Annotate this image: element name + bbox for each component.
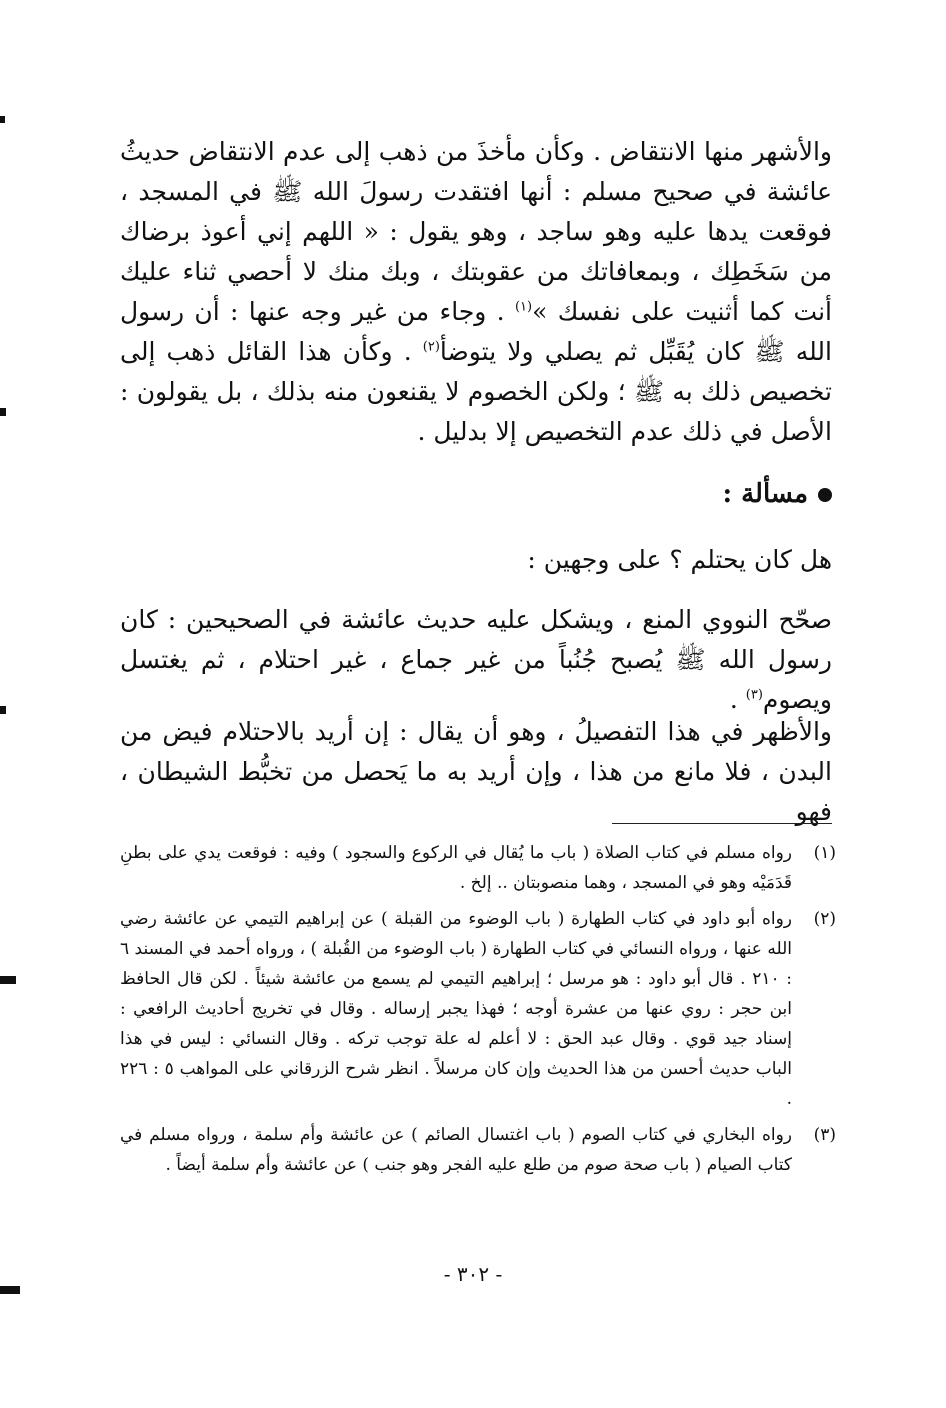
paragraph-intro [120, 132, 832, 452]
footnote-ref: (١) [514, 299, 533, 315]
paragraph-text: صحّح النووي المنع ، ويشكل عليه حديث عائشة في الصحيحين : كان رسول الله ﷺ يُصبح جُنُباً من غير جماع ، غير احتلام ، ثم يغتسل ويصوم [120, 605, 832, 714]
footnote-text: رواه البخاري في كتاب الصوم ( باب اغتسال الصائم ) عن عائشة وأم سلمة ، ورواه مسلم في كتاب الصيام ( باب صحة صوم من طلع عليه الفجر وهو جنب ) عن عائشة وأم سلمة أيضاً . [120, 1125, 792, 1175]
footnote-text: رواه مسلم في كتاب الصلاة ( باب ما يُقال في الركوع والسجود ) وفيه : فوقعت يدي على بطنِ قَدَمَيْه وهو في المسجد ، وهما منصوبتان .. إلخ . [120, 843, 792, 893]
page-number: - ٣٠٢ - [443, 1262, 503, 1286]
paragraph-text: . وجاء من غير وجه عنها : أن رسول الله ﷺ كان يُقَبِّل ثم يصلي ولا يتوضأ [120, 297, 832, 366]
footnote-number: (١) [813, 843, 836, 863]
scan-edge-mark [0, 408, 6, 416]
footnote-text: رواه أبو داود في كتاب الطهارة ( باب الوضوء من القبلة ) عن إبراهيم التيمي عن عائشة رضي الله عنها ، ورواه النسائي في كتاب الطهارة ( باب الوضوء من القُبلة ) ، ورواه أحمد في المسند ٦ : ٢١٠ . قال أبو داود : هو مرسل ؛ إبراهيم التيمي لم يسمع من عائشة شيئاً . لكن قال الحافظ ابن حجر : روي عنها من عشرة أوجه ؛ فهذا يجبر إرساله . وقال في تخريج أحاديث الرافعي : إسناد جيد قوي . وقال عبد الحق : لا أعلم له علة توجب تركه . وقال النسائي : ليس في هذا الباب حديث أحسن من هذا الحديث وإن كان مرسلاً . انظر شرح الزرقاني على المواهب ٥ : ٢٢٦ . [120, 909, 793, 1109]
paragraph-nawawi [120, 600, 832, 720]
scan-edge-mark [0, 706, 6, 714]
footnote-ref: (٣) [745, 687, 763, 703]
footnote-item [120, 1120, 836, 1180]
paragraph-text: والأشهر منها الانتقاض . وكأن مأخذَ من ذهب إلى عدم الانتقاض حديثُ عائشة في صحيح مسلم : أنها افتقدت رسولَ الله ﷺ في المسجد ، فوقعت يدها عليه وهو ساجد ، وهو يقول : « اللهم إني أعوذ برضاك من سَخَطِك ، وبمعافاتك من عقوبتك ، وبك منك لا أحصي ثناء عليك أنت كما أثنيت على نفسك » [120, 137, 832, 326]
paragraph-text: والأظهر في هذا التفصيلُ ، وهو أن يقال : إن أريد بالاحتلام فيض من البدن ، فلا مانع من هذا ، وإن أريد به ما يَحصل من تخبُّط الشيطان ، فهو [120, 717, 832, 826]
footnote-item [120, 838, 836, 898]
question-line [120, 540, 832, 580]
bullet-icon [818, 488, 832, 502]
scan-edge-mark [0, 116, 5, 123]
footnotes [120, 838, 836, 1186]
scan-edge-mark [0, 1286, 20, 1294]
scan-edge-mark [0, 976, 16, 984]
footnote-number: (٣) [813, 1125, 836, 1145]
footnote-item [120, 904, 836, 1114]
section-heading [120, 474, 832, 514]
heading-text: مسألة : [722, 479, 808, 509]
paragraph-text: . وكأن هذا القائل ذهب إلى تخصيص ذلك به ﷺ ؛ ولكن الخصوم لا يقنعون منه بذلك ، بل يقولون : الأصل في ذلك عدم التخصيص إلا بدليل . [120, 337, 832, 446]
footnote-ref: (٢) [422, 339, 440, 355]
footnote-number: (٢) [813, 909, 836, 929]
paragraph-detail [120, 712, 832, 832]
question-text: هل كان يحتلم ؟ على وجهين : [527, 545, 832, 574]
paragraph-text: . [729, 685, 746, 714]
footnote-divider [612, 823, 832, 824]
